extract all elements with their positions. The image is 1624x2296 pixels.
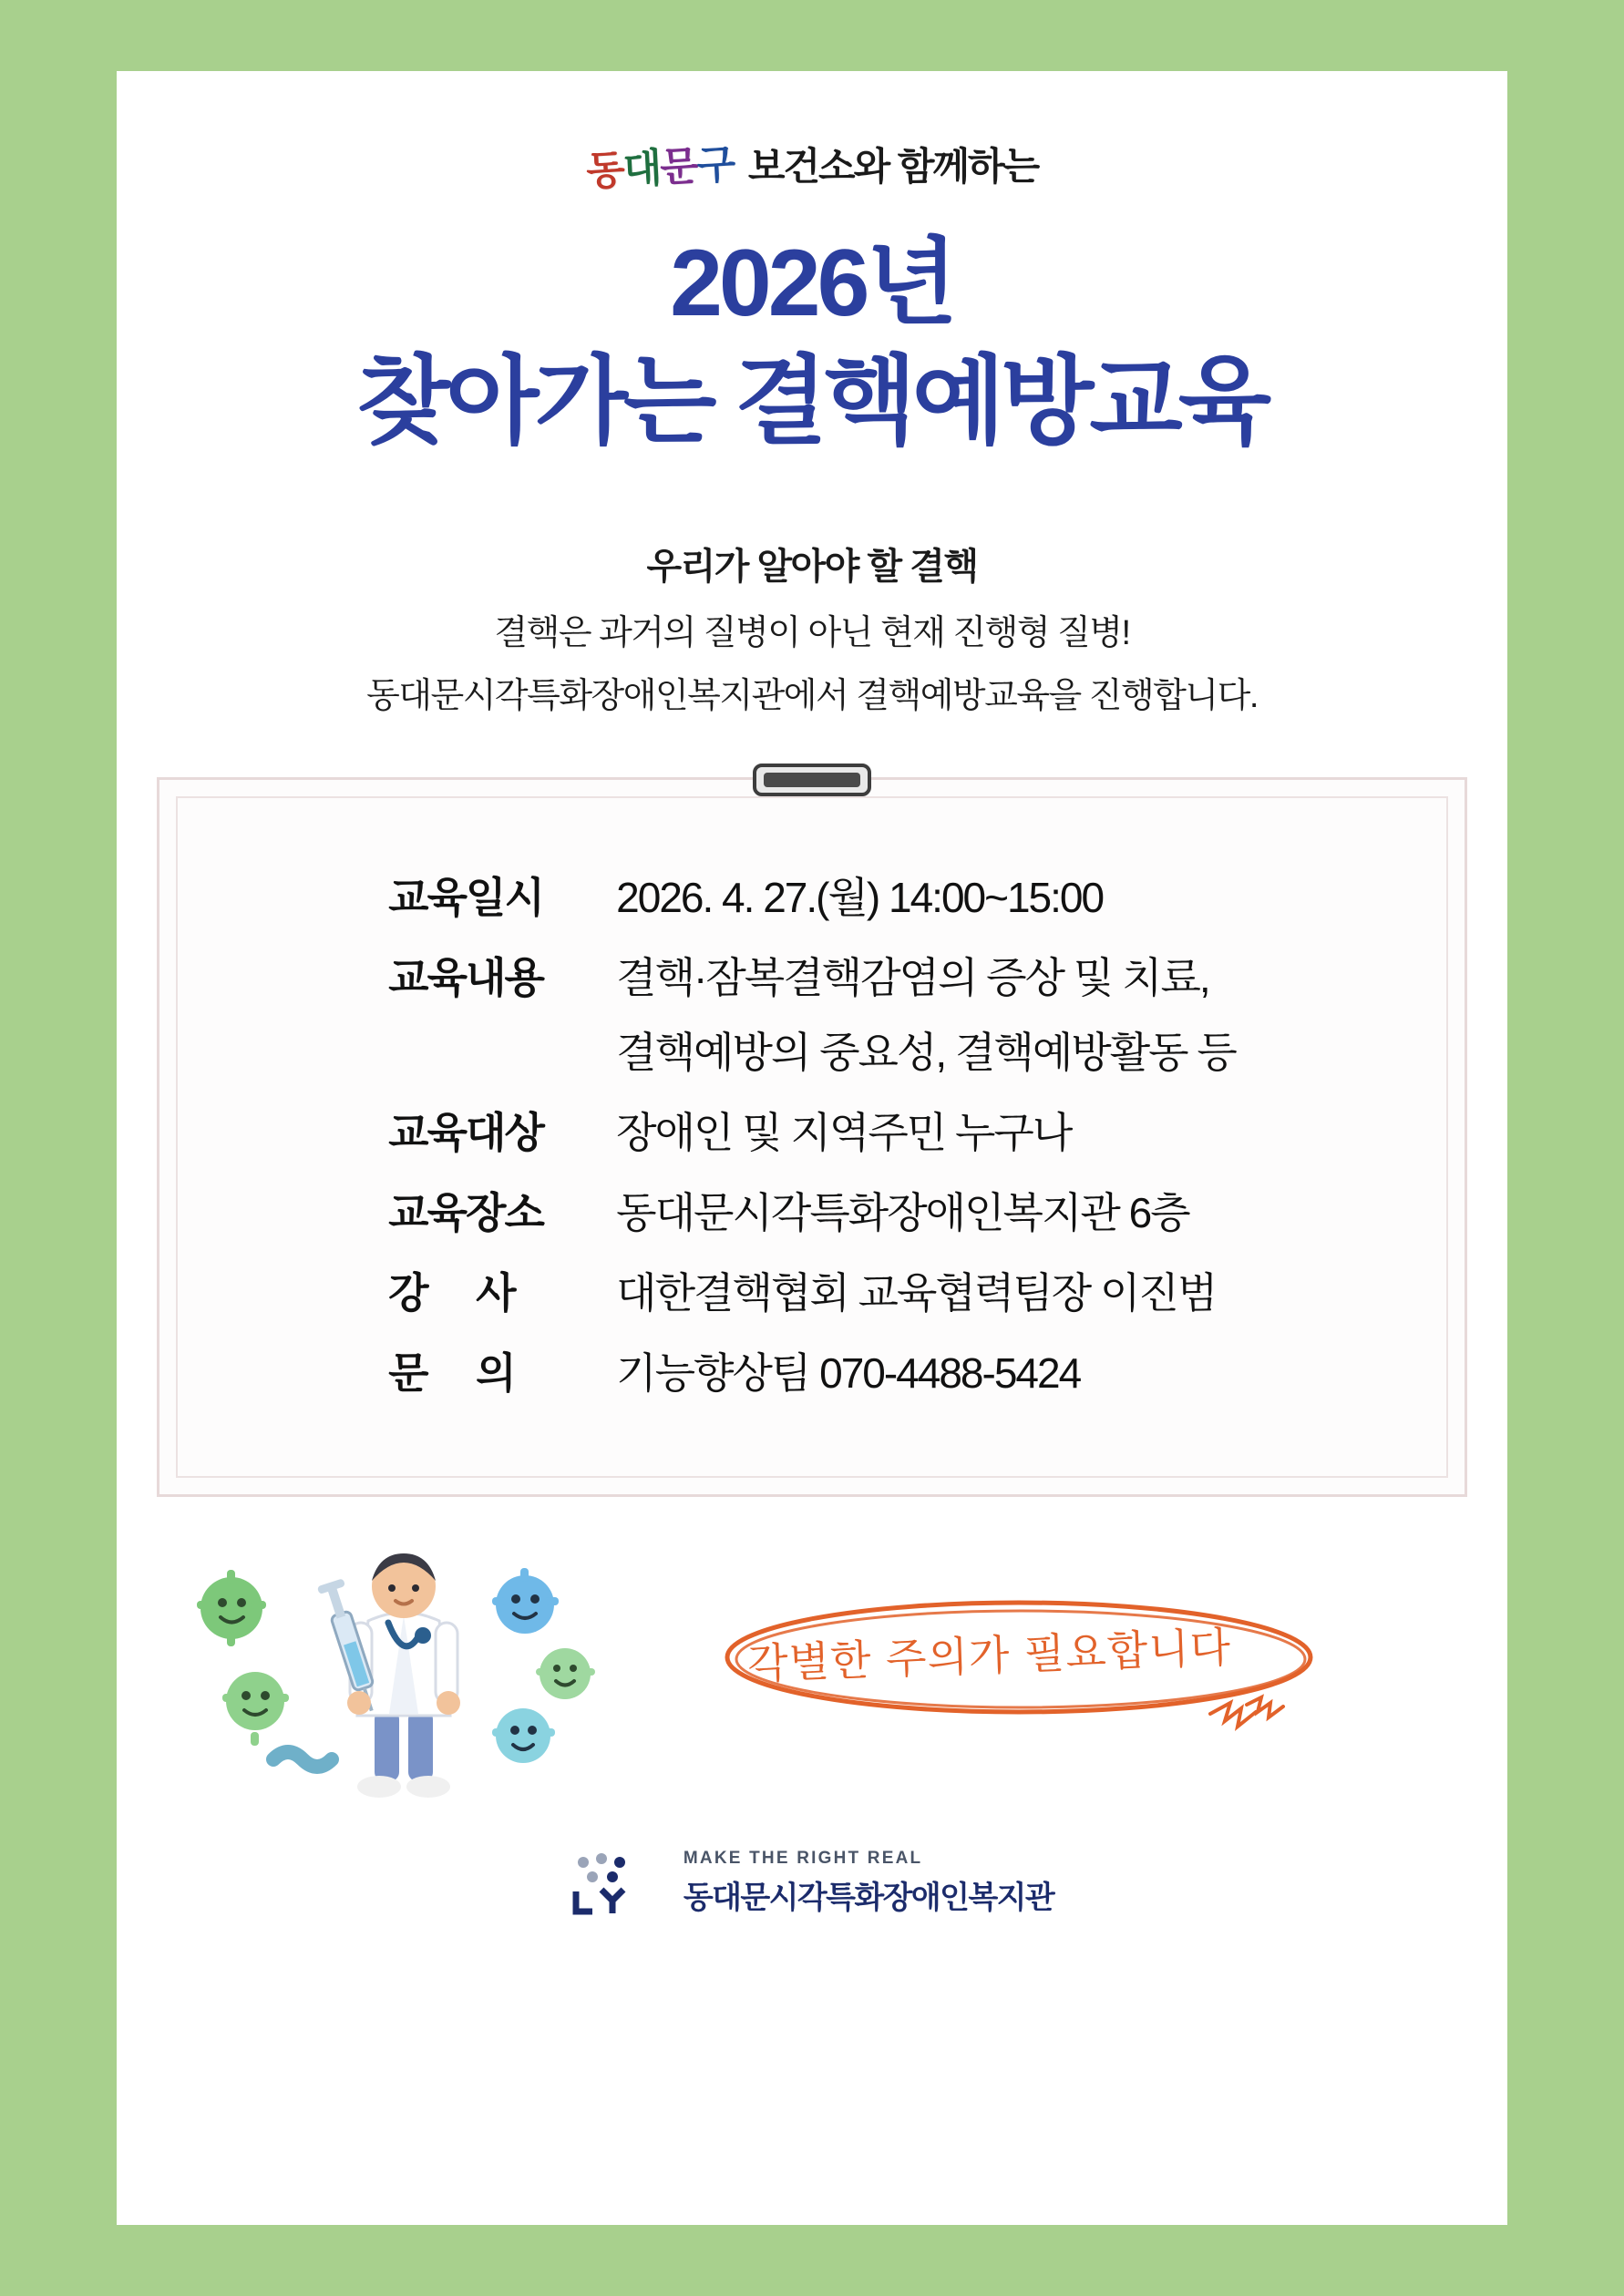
row-label: 교육장소	[388, 1188, 543, 1236]
page-title	[117, 228, 1507, 459]
row-value	[616, 855, 1236, 935]
info-board-inner	[176, 796, 1448, 1478]
row-value-line-1: 기능향상팀 070-4488-5424	[616, 1348, 1081, 1397]
row-value-line-1: 결핵·잠복결핵감염의 증상 및 치료,	[616, 953, 1209, 1001]
row-value	[616, 1090, 1236, 1170]
row-label-char-2: 의	[476, 1348, 517, 1397]
illustration-row	[117, 1521, 1507, 1821]
table-row	[388, 1250, 1236, 1330]
footer-text	[684, 1849, 1054, 1917]
row-value-line-1: 동대문시각특화장애인복지관 6층	[616, 1188, 1189, 1236]
row-value-line-1: 장애인 및 지역주민 누구나	[616, 1108, 1072, 1156]
table-row	[388, 935, 1236, 1090]
row-label: 교육내용	[388, 953, 543, 1001]
row-label: 교육일시	[388, 873, 543, 921]
row-label-char-1: 문	[388, 1348, 429, 1397]
table-row	[388, 1170, 1236, 1250]
clipboard-clip-icon	[753, 764, 871, 796]
row-label-char-1: 강	[388, 1268, 429, 1317]
info-board	[157, 777, 1467, 1497]
table-row	[388, 1090, 1236, 1170]
ddm-gu-logo-icon: 동대문구	[584, 141, 735, 195]
row-value-line-2: 결핵예방의 중요성, 결핵예방활동 등	[616, 1028, 1236, 1076]
row-value	[616, 935, 1236, 1090]
lead-line-2: 결핵은 과거의 질병이 아닌 현재 진행형 질병!	[494, 613, 1130, 652]
doctor-with-syringe-illustration-icon	[190, 1521, 645, 1803]
row-value	[616, 1170, 1236, 1250]
poster	[117, 71, 1507, 2225]
footer-org-name: 동대문시각특화장애인복지관	[683, 1880, 1054, 1915]
handwriting-note	[700, 1584, 1393, 1767]
row-value-line-1: 대한결핵협회 교육협력팀장 이진범	[616, 1268, 1217, 1317]
lead-paragraph	[117, 538, 1507, 717]
header-subtitle: 보건소와 함께하는	[747, 145, 1039, 188]
info-table	[388, 855, 1236, 1410]
lead-line-3: 동대문시각특화장애인복지관에서 결핵예방교육을 진행합니다.	[366, 676, 1258, 715]
row-value	[616, 1250, 1236, 1330]
title-line-2: 찾아가는 결핵예방교육	[356, 347, 1268, 456]
row-label	[388, 1330, 616, 1410]
footer	[117, 1849, 1507, 1917]
row-value	[616, 1330, 1236, 1410]
row-value-line-1: 2026. 4. 27.(월) 14:00~15:00	[616, 873, 1104, 921]
table-row	[388, 1330, 1236, 1410]
handwriting-text: 각별한 주의가 필요합니다	[746, 1622, 1232, 1689]
row-label: 교육대상	[388, 1108, 543, 1156]
table-row	[388, 855, 1236, 935]
title-line-1: 2026년	[670, 231, 954, 336]
lead-line-1: 우리가 알아야 할 결핵	[646, 546, 978, 587]
footer-tagline: MAKE THE RIGHT REAL	[683, 1848, 923, 1868]
poster-header	[117, 135, 1507, 193]
welfare-center-logo-mark-icon	[570, 1850, 671, 1917]
row-label	[388, 1250, 616, 1330]
row-label-char-2: 사	[476, 1268, 517, 1317]
